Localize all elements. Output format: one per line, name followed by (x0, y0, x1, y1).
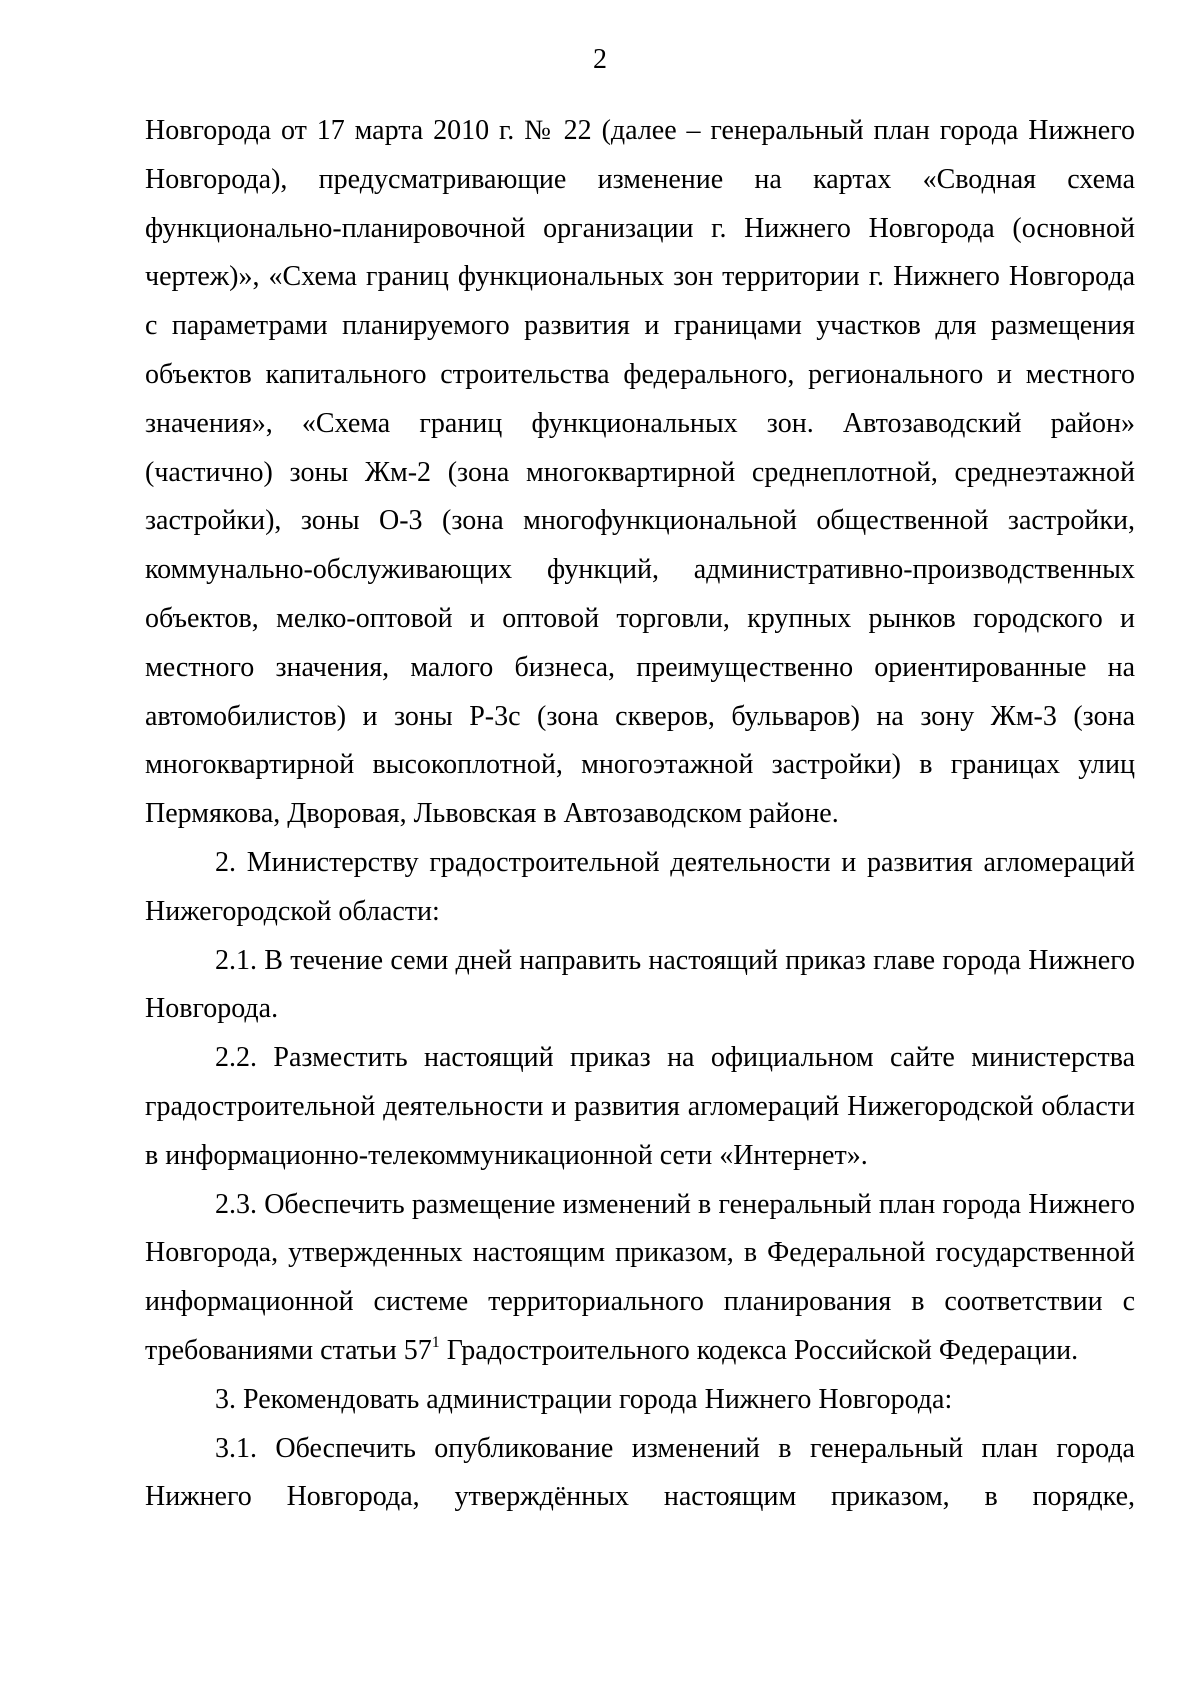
page-number: 2 (593, 44, 607, 75)
article-superscript: 1 (431, 1333, 440, 1351)
paragraph-2-3-federal-system (145, 1181, 1135, 1376)
paragraph-3-1-publication: 3.1. Обеспечить опубликование изменений в генеральный план города Нижнего Новгорода, утверждённых настоящим приказом, в порядке, (145, 1432, 1135, 1513)
paragraph-2-2-publish-site: 2.2. Разместить настоящий приказ на официальном сайте министерства градостроительной деятельности и развития агломераций Нижегородской области в информационно-телекоммуникационной сети «Интернет». (145, 1042, 1135, 1171)
paragraph-2-3-text-after: Градостроительного кодекса Российской Федерации. (439, 1334, 1079, 1366)
paragraph-general-plan-changes: Новгорода от 17 марта 2010 г. № 22 (далее – генеральный план города Нижнего Новгорода), предусматривающие изменение на картах «Сводная схема функционально-планировочной организации г. Нижнего Новгорода (основной чертеж)», «Схема границ функциональных зон территории г. Нижнего Новгорода с параметрами планируемого развития и границами участков для размещения объектов капитального строительства федерального, регионального и местного значения», «Схема границ функциональных зон. Автозаводский район» (частично) зоны Жм-2 (зона многоквартирной среднеплотной, среднеэтажной застройки), зоны О-3 (зона многофункциональной общественной застройки, коммунально-обслуживающих функций, административно-производственных объектов, мелко-оптовой и оптовой торговли, крупных рынков городского и местного значения, малого бизнеса, преимущественно ориентированные на автомобилистов) и зоны Р-3с (зона скверов, бульваров) на зону Жм-3 (зона многоквартирной высокоплотной, многоэтажной застройки) в границах улиц Пермякова, Дворовая, Львовская в Автозаводском районе. (145, 115, 1135, 830)
paragraph-2-ministry: 2. Министерству градостроительной деятельности и развития агломераций Нижегородской области: (145, 846, 1135, 927)
paragraph-3-recommend: 3. Рекомендовать администрации города Нижнего Новгорода: (215, 1383, 953, 1415)
paragraph-2-3-text-before: 2.3. Обеспечить размещение изменений в генеральный план города Нижнего Новгорода, утвержденных настоящим приказом, в Федеральной государственной информационной системе территориального планирования в соответствии с требованиями статьи 57 (145, 1188, 1135, 1366)
document-body (145, 107, 1135, 1522)
paragraph-2-1-send-order: 2.1. В течение семи дней направить настоящий приказ главе города Нижнего Новгорода. (145, 944, 1135, 1025)
